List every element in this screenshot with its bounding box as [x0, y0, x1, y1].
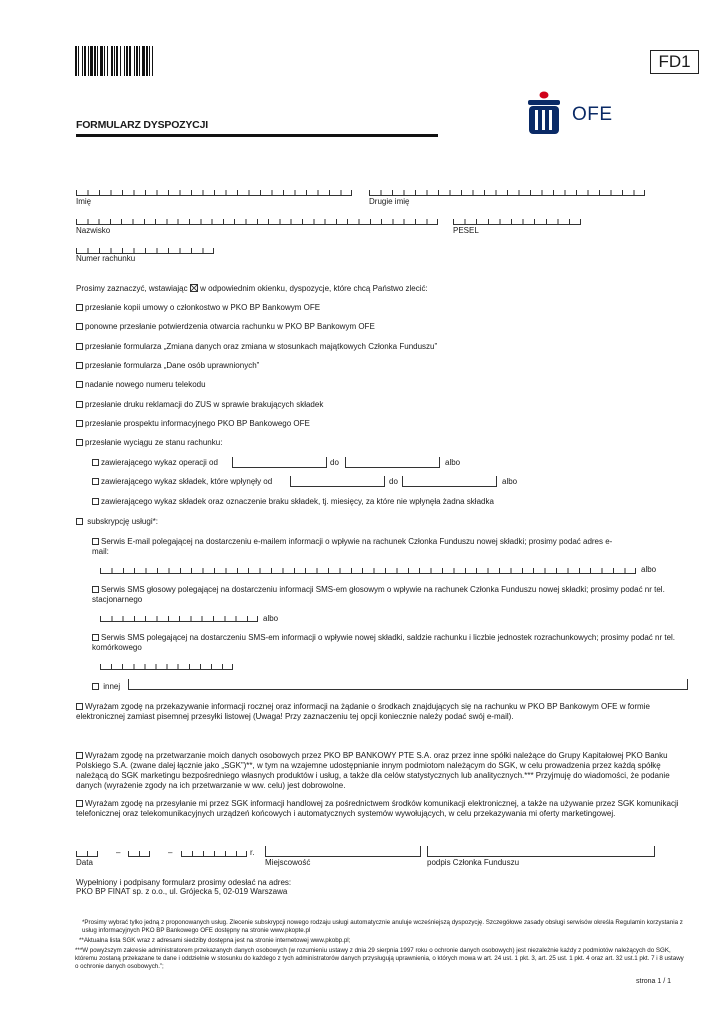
- date-month-field[interactable]: [128, 846, 150, 857]
- page-title: FORMULARZ DYSPOZYCJI: [76, 119, 208, 131]
- checkbox[interactable]: [76, 401, 83, 408]
- barcode-bar: [104, 46, 105, 76]
- albo-label: albo: [445, 458, 461, 467]
- account-number-label: Numer rachunku: [76, 254, 136, 263]
- signature-label: podpis Członka Funduszu: [427, 858, 520, 867]
- date-year-field[interactable]: [181, 846, 247, 857]
- form-code-box: [650, 50, 699, 74]
- send-to-line1: Wypełniony i podpisany formularz prosimy odesłać na adres:: [76, 878, 292, 887]
- send-to-address: PKO BP FINAT sp. z o.o., ul. Grójecka 5, 02-019 Warszawa: [76, 887, 288, 896]
- subscription-email[interactable]: Serwis E-mail polegającej na dostarczeniu e-mailem informacji o wpływie na rachunek Członka Funduszu nowej składki; prosimy podać adres e-mail:: [92, 537, 613, 556]
- pko-logo-icon: [526, 88, 562, 136]
- barcode-bar: [88, 46, 89, 76]
- page-number: strona 1 / 1: [636, 978, 672, 985]
- albo-label: albo: [502, 477, 518, 486]
- checkbox[interactable]: [92, 498, 99, 505]
- pesel-label: PESEL: [453, 226, 479, 235]
- barcode-bar: [111, 46, 113, 76]
- option-new-telecode[interactable]: nadanie nowego numeru telekodu: [76, 380, 206, 390]
- mobile-field[interactable]: [100, 659, 233, 670]
- pesel-field[interactable]: [453, 214, 581, 225]
- barcode-bar: [114, 46, 115, 76]
- date-suffix: r.: [250, 848, 255, 857]
- brand-label: OFE: [572, 104, 613, 125]
- landline-field[interactable]: [100, 611, 258, 622]
- operations-to-field[interactable]: [345, 457, 440, 468]
- option-zus-complaint[interactable]: przesłanie druku reklamacji do ZUS w sprawie brakujących składek: [76, 400, 323, 410]
- barcode-bar: [134, 46, 135, 76]
- statement-missing[interactable]: zawierającego wykaz składek oraz oznaczenie braku składek, tj. miesięcy, za które nie wpłynęła żadna składka: [92, 497, 494, 507]
- checkbox[interactable]: [76, 362, 83, 369]
- barcode-bar: [152, 46, 153, 76]
- surname-field[interactable]: [76, 214, 438, 225]
- first-name-label: Imię: [76, 197, 92, 206]
- do-label: do: [389, 477, 398, 486]
- pko-logo: [526, 88, 562, 136]
- checkbox[interactable]: [92, 586, 99, 593]
- footnote-1: *Prosimy wybrać tylko jedną z proponowanych usług. Zlecenie subskrypcji nowego rodzaju usługi automatycznie anuluje wcześniejszą dyspozycję. Szczegółowe zasady obsługi serwisów określa Regulamin korzystania z usług informacyjnych PKO BP Bankowego OFE dostępny na stronie www.pkopte.pl: [82, 919, 683, 934]
- barcode-bar: [146, 46, 148, 76]
- consent-commercial-info[interactable]: Wyrażam zgodę na przesyłanie mi przez SGK informacji handlowej za pośrednictwem środków komunikacji elektronicznej, a także na używanie przez SGK komunikacji telefonicznej oraz telekomunikacyjnych urządzeń końcowych i automatycznych systemów wywołujących, w celu przekazywania mi oferty marketingowej.: [76, 799, 679, 818]
- place-field[interactable]: [265, 846, 421, 857]
- option-copy-agreement[interactable]: przesłanie kopii umowy o członkostwo w PKO BP Bankowym OFE: [76, 303, 320, 313]
- subscription-other[interactable]: innej: [92, 682, 120, 692]
- second-name-label: Drugie imię: [369, 197, 410, 206]
- date-dash: –: [116, 848, 121, 857]
- first-name-field[interactable]: [76, 185, 352, 196]
- subscription-sms-voice[interactable]: Serwis SMS głosowy polegającej na dostarczeniu informacji SMS-em głosowym o wpływie na rachunek Członka Funduszu nowej składki; prosimy podać nr tel. stacjonarnego: [92, 585, 665, 604]
- consent-data-processing[interactable]: Wyrażam zgodę na przetwarzanie moich danych osobowych przez PKO BP BANKOWY PTE S.A. oraz przez inne spółki należące do Grupy Kapitałowej PKO Banku Polskiego S.A. (zwane dalej łącznie jako „SGK”)**, w tym na wzajemne udostępnianie innym podmiotom należącym do SGK, w celu prowadzenia przez każdą spółkę należącą do SGK marketingu bezpośredniego własnych produktów i usług, a także dla celów statystycznych lub analitycznych.*** Przyjmuję do wiadomości, że podanie danych (wyrażenie zgody na ich przetwarzanie w ww. celu) jest dobrowolne.: [76, 751, 670, 790]
- subscription-sms[interactable]: Serwis SMS polegającej na dostarczeniu SMS-em informacji o wpływie nowej składki, saldzie rachunku i liczbie jednostek rozrachunkowych; prosimy podać nr tel. komórkowego: [92, 633, 676, 652]
- barcode: [75, 46, 171, 76]
- barcode-bar: [120, 46, 121, 76]
- barcode-bar: [94, 46, 96, 76]
- barcode-bar: [129, 46, 131, 76]
- barcode-bar: [90, 46, 93, 76]
- barcode-bar: [78, 46, 79, 76]
- option-form-beneficiaries[interactable]: przesłanie formularza „Dane osób uprawnionych”: [76, 361, 259, 371]
- checkbox[interactable]: [92, 634, 99, 641]
- barcode-bar: [107, 46, 108, 76]
- second-name-field[interactable]: [369, 185, 645, 196]
- barcode-bar: [97, 46, 98, 76]
- date-day-field[interactable]: [76, 846, 98, 857]
- statement-operations[interactable]: zawierającego wykaz operacji od: [92, 458, 218, 468]
- place-label: Miejscowość: [265, 858, 311, 867]
- contributions-from-field[interactable]: [290, 476, 385, 487]
- barcode-bar: [142, 46, 145, 76]
- title-rule: [76, 134, 438, 137]
- checkbox[interactable]: [92, 459, 99, 466]
- checkbox[interactable]: [76, 752, 83, 759]
- barcode-bar: [139, 46, 140, 76]
- do-label: do: [330, 458, 339, 467]
- checkbox[interactable]: [76, 439, 83, 446]
- account-number-field[interactable]: [76, 243, 214, 254]
- option-form-change-data[interactable]: przesłanie formularza „Zmiana danych oraz zmiana w stosunkach majątkowych Członka Funduszu”: [76, 342, 437, 352]
- barcode-bar: [126, 46, 128, 76]
- checkbox[interactable]: [92, 683, 99, 690]
- consent-electronic-info[interactable]: Wyrażam zgodę na przekazywanie informacji rocznej oraz informacji na żądanie o środkach znajdujących się na rachunku w PKO BP Bankowym OFE w formie elektronicznej zamiast pisemnej przesyłki listowej (Uwaga! Przy zaznaczeniu tej opcji koniecznie należy podać swój e-mail).: [76, 702, 650, 721]
- option-resend-confirmation[interactable]: ponowne przesłanie potwierdzenia otwarcia rachunku w PKO BP Bankowym OFE: [76, 322, 375, 332]
- barcode-bar: [82, 46, 83, 76]
- form-code: FD1: [658, 52, 691, 71]
- barcode-bar: [136, 46, 138, 76]
- checkbox[interactable]: [76, 703, 83, 710]
- checkbox[interactable]: [92, 538, 99, 545]
- barcode-bar: [124, 46, 125, 76]
- option-statement[interactable]: przesłanie wyciągu ze stanu rachunku:: [76, 438, 222, 448]
- instructions: Prosimy zaznaczyć, wstawiając w odpowiednim okienku, dyspozycje, które chcą Państwo zlecić:: [76, 284, 428, 293]
- checkbox[interactable]: [76, 420, 83, 427]
- date-label: Data: [76, 858, 93, 867]
- other-service-field[interactable]: [128, 679, 688, 690]
- footnote-2: **Aktualna lista SGK wraz z adresami siedziby dostępna jest na stronie internetowej www.pkobp.pl;: [79, 937, 351, 944]
- barcode-bar: [84, 46, 86, 76]
- barcode-bar: [100, 46, 103, 76]
- option-subscription[interactable]: subskrypcję usługi*:: [76, 517, 158, 527]
- barcode-bar: [116, 46, 118, 76]
- checkbox[interactable]: [76, 304, 83, 311]
- checkbox-x-icon: [190, 284, 198, 292]
- statement-contributions[interactable]: zawierającego wykaz składek, które wpłynęły od: [92, 477, 272, 487]
- contributions-to-field[interactable]: [402, 476, 497, 487]
- footnote-3: ***W powyższym zakresie administratorem przekazanych danych osobowych (w rozumieniu ustawy z dnia 29 sierpnia 1997 roku o ochronie danych osobowych) jest niezależnie każdy z podmiotów należących do SGK, któremu zostaną przekazane te dane i oddzielnie w stosunku do każdego z tych administratorów danych przysługują uprawnienia, o których mowa w art. 24 ust. 1 pkt. 3, art. 25 ust. 1 pkt. 4 oraz art. 32 ust.1 pkt. 7 i 8 ustawy o ochronie danych osobowych.”;: [75, 947, 684, 970]
- checkbox[interactable]: [76, 518, 83, 525]
- checkbox[interactable]: [76, 323, 83, 330]
- date-dash: –: [168, 848, 173, 857]
- option-prospectus[interactable]: przesłanie prospektu informacyjnego PKO BP Bankowego OFE: [76, 419, 310, 429]
- checkbox[interactable]: [76, 800, 83, 807]
- email-field[interactable]: [100, 563, 636, 574]
- signature-field[interactable]: [427, 846, 655, 857]
- surname-label: Nazwisko: [76, 226, 111, 235]
- albo-label: albo: [641, 565, 657, 574]
- checkbox[interactable]: [92, 478, 99, 485]
- barcode-bar: [75, 46, 77, 76]
- operations-from-field[interactable]: [232, 457, 327, 468]
- albo-label: albo: [263, 614, 279, 623]
- checkbox[interactable]: [76, 381, 83, 388]
- barcode-bar: [149, 46, 150, 76]
- checkbox[interactable]: [76, 343, 83, 350]
